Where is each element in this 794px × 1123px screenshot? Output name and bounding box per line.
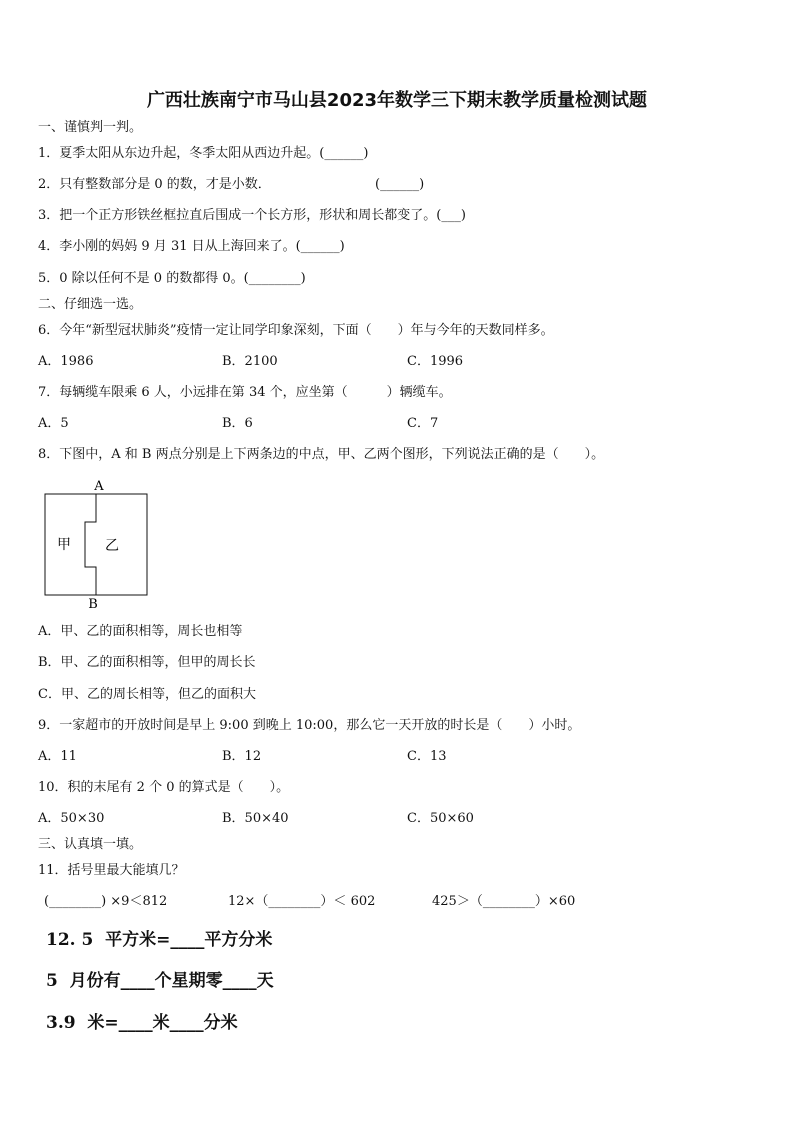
question-10-option-c: C．50×60 — [407, 811, 474, 826]
question-8-option-b: B．甲、乙的面积相等，但甲的周长长 — [38, 655, 256, 670]
question-6-option-a: A．1986 — [38, 354, 94, 369]
question-8-option-a: A．甲、乙的面积相等，周长也相等 — [38, 624, 243, 639]
question-6-option-b: B．2100 — [222, 354, 278, 369]
question-12-item-2: 5 月份有____个星期零____天 — [46, 971, 274, 991]
question-2: 2．只有整数部分是 0 的数，才是小数． — [38, 177, 271, 192]
question-9-option-a: A．11 — [38, 749, 77, 764]
question-9-option-c: C．13 — [407, 749, 447, 764]
question-7-option-b: B．6 — [222, 416, 253, 431]
region-yi-label: 乙 — [105, 538, 119, 554]
rectangle-figure — [40, 476, 152, 612]
question-2-blank: (______) — [375, 177, 425, 192]
dividing-line — [85, 494, 96, 595]
question-10: 10．积的末尾有 2 个 0 的算式是（ ）。 — [38, 780, 290, 795]
question-11-item-3: 425＞（________）×60 — [432, 894, 576, 909]
question-6: 6．今年“新型冠状肺炎”疫情一定让同学印象深刻，下面（ ）年与今年的天数同样多。 — [38, 323, 554, 338]
question-11-item-1: (________) ×9＜812 — [44, 894, 168, 909]
question-6-option-c: C．1996 — [407, 354, 464, 369]
region-jia-label: 甲 — [57, 537, 71, 553]
question-10-option-a: A．50×30 — [38, 811, 105, 826]
question-8: 8．下图中，A 和 B 两点分别是上下两条边的中点，甲、乙两个图形，下列说法正确的是（ ）。 — [38, 447, 605, 462]
exam-title: 广西壮族南宁市马山县2023年数学三下期末教学质量检测试题 — [146, 90, 648, 111]
question-11: 11．括号里最大能填几？ — [38, 863, 185, 878]
section-heading-1: 一、谨慎判一判。 — [38, 120, 143, 135]
question-1: 1．夏季太阳从东边升起，冬季太阳从西边升起。(______) — [38, 146, 369, 161]
question-7-option-c: C．7 — [407, 416, 439, 431]
question-5: 5．0 除以任何不是 0 的数都得 0。(________) — [38, 271, 306, 286]
question-4: 4．李小刚的妈妈 9 月 31 日从上海回来了。(______) — [38, 239, 345, 254]
question-12-item-1: 12. 5 平方米=____平方分米 — [46, 930, 273, 950]
question-11-item-2: 12×（________）＜ 602 — [228, 894, 376, 909]
section-heading-2: 二、仔细选一选。 — [38, 297, 143, 312]
question-9-option-b: B．12 — [222, 749, 262, 764]
section-heading-3: 三、认真填一填。 — [38, 837, 143, 852]
point-b-label: B — [88, 597, 98, 612]
question-7-option-a: A．5 — [38, 416, 69, 431]
question-12-item-3: 3.9 米=____米____分米 — [46, 1013, 238, 1033]
point-a-label: A — [94, 479, 104, 494]
question-8-option-c: C．甲、乙的周长相等，但乙的面积大 — [38, 687, 256, 702]
question-9: 9．一家超市的开放时间是早上 9:00 到晚上 10:00，那么它一天开放的时长是（ ）小时。 — [38, 718, 581, 733]
question-3: 3．把一个正方形铁丝框拉直后围成一个长方形，形状和周长都变了。(___) — [38, 208, 466, 223]
question-10-option-b: B．50×40 — [222, 811, 289, 826]
question-7: 7．每辆缆车限乘 6 人，小远排在第 34 个，应坐第（ ）辆缆车。 — [38, 385, 452, 400]
